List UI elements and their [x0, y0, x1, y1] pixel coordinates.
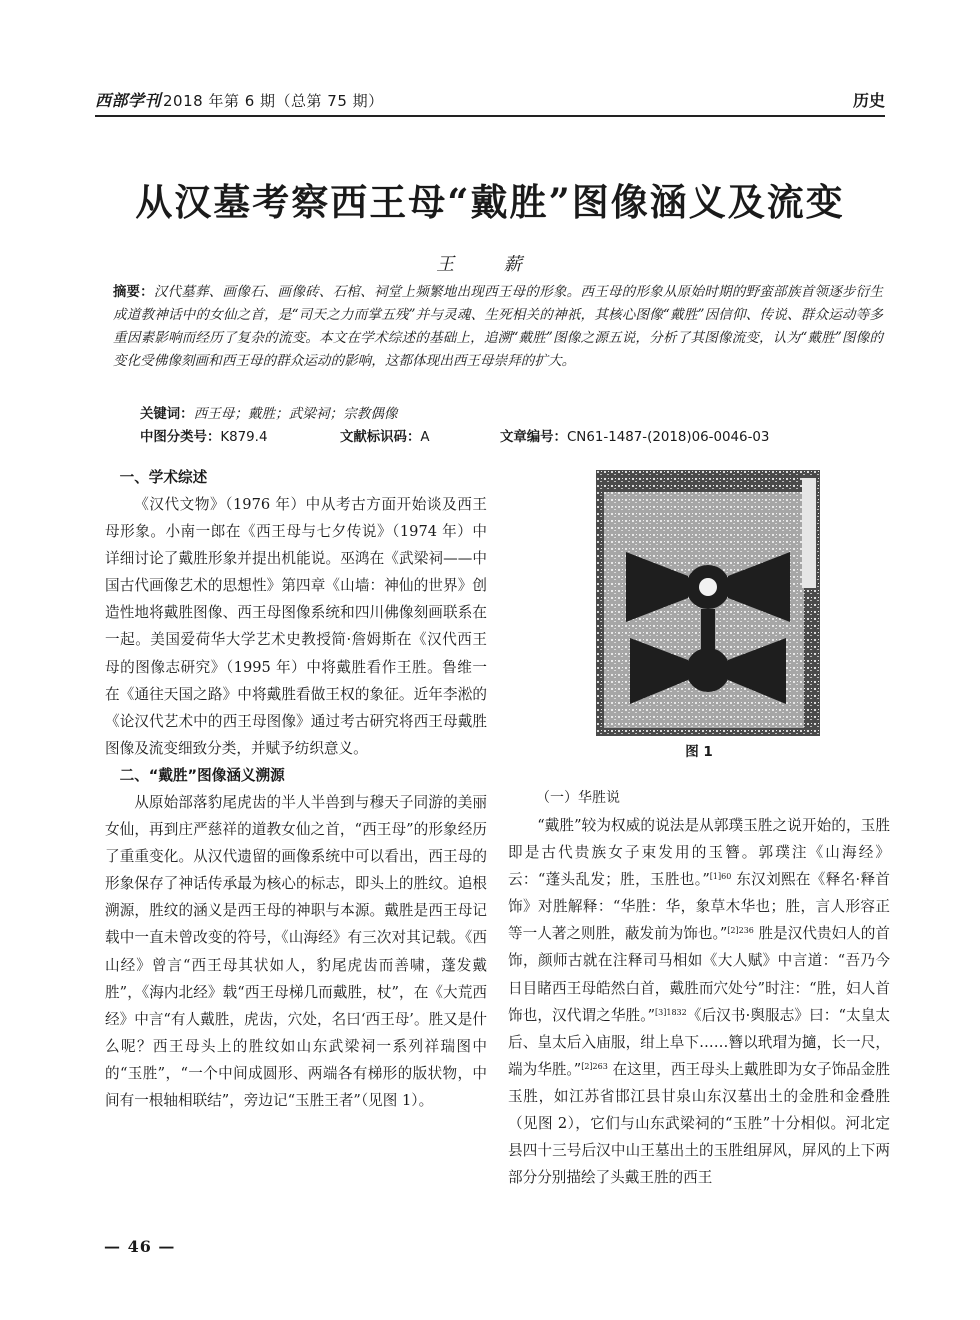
section-heading-2: 二、“戴胜”图像涵义溯源 — [119, 766, 285, 784]
journal-issue: 2018 年第 6 期（总第 75 期） — [163, 92, 384, 110]
doc-value: A — [420, 430, 430, 445]
article-author: 王 薪 — [436, 254, 544, 275]
article-number-value: CN61-1487-(2018)06-0046-03 — [566, 430, 770, 445]
text-run: 东汉刘熙在《释名·释首饰》对胜解释：“华胜：华，象草木华也；胜，言人形容正等一人著之则胜，蔽发前为饰也。” — [508, 871, 890, 943]
text-run: 胜是汉代贵妇人的首饰，颜师古就在注释司马相如《大人赋》中言道：“吾乃今日目睹西王母皓然白首，戴胜而穴处兮”时注：“胜，妇人首饰也，汉代谓之华胜。” — [508, 925, 890, 1024]
document-code — [340, 426, 430, 445]
left-column — [105, 464, 487, 1114]
keywords-text: 西王母；戴胜；武梁祠；宗教偶像 — [193, 406, 398, 422]
abstract-label: 摘要： — [113, 285, 154, 300]
citation-ref: [1]60 — [709, 872, 732, 882]
article-number — [500, 426, 769, 445]
citation-ref: [3]1832 — [655, 1007, 687, 1017]
paragraph — [508, 812, 890, 1191]
clc-number — [140, 426, 267, 445]
abstract — [113, 281, 883, 373]
clc-value: K879.4 — [220, 430, 268, 445]
header-rule — [95, 115, 885, 117]
citation-ref: [2]263 — [581, 1061, 608, 1071]
paragraph: 从原始部落豹尾虎齿的半人半兽到与穆天子同游的美丽女仙，再到庄严慈祥的道教女仙之首，“西王母”的形象经历了重重变化。从汉代遗留的画像系统中可以看出，西王母的形象保存了神话传承最为核心的标志，即头上的胜纹。追根溯源，胜纹的涵义是西王母的神职与本源。戴胜是西王母记载中一直未曾改变的符号，《山海经》有三次对其记载。《西山经》曾言“西王母其状如人，豹尾虎齿而善啸，蓬发戴胜”，《海内北经》载“西王母梯几而戴胜，杖”，在《大荒西经》中言“有人戴胜，虎齿，穴处，名曰‘西王母’。胜又是什么呢？西王母头上的胜纹如山东武梁祠一系列祥瑞图中的“玉胜”，“一个中间成圆形、两端各有梯形的版状物，中间有一根轴相联结”，旁边记“玉胜王者”（见图 1）。 — [105, 793, 487, 1109]
keywords-label: 关键词： — [140, 407, 194, 422]
journal-brand: 西部学刊 — [95, 91, 162, 110]
subsection-heading: （一）华胜说 — [536, 790, 620, 806]
figure-1-caption: 图 1 — [685, 744, 713, 760]
article-title: 从汉墓考察西王母“戴胜”图像涵义及流变 — [135, 180, 845, 224]
section-heading-1: 一、学术综述 — [119, 469, 208, 486]
keywords — [140, 402, 397, 422]
jade-sheng-rubbing — [596, 470, 820, 736]
article-number-label: 文章编号： — [500, 430, 567, 445]
text-run: 《后汉书·舆服志》曰：“太皇太后、皇太后入庙服，绀上阜下……簪以玳瑁为擿，长一尺，端为华胜。” — [508, 1006, 890, 1078]
figure-1-image — [596, 470, 820, 736]
doc-label: 文献标识码： — [340, 430, 421, 445]
journal-info — [95, 88, 384, 111]
paragraph: 《汉代文物》（1976 年）中从考古方面开始谈及西王母形象。小南一郎在《西王母与七夕传说》（1974 年）中详细讨论了戴胜形象并提出机能说。巫鸿在《武梁祠——中国古代画像艺术的思想性》第四章《山墙：神仙的世界》创造性地将戴胜图像、西王母图像系统和四川佛像刻画联系在一起。美国爱荷华大学艺术史教授简·詹姆斯在《汉代西王母的图像志研究》（1995 年）中将戴胜看作王胜。鲁维一在《通往天国之路》中将戴胜看做王权的象征。近年李淞的《论汉代艺术中的西王母图像》通过考古研究将西王母戴胜图像及流变细致分类，并赋予纺织意义。 — [105, 496, 487, 757]
text-run: 在这里，西王母头上戴胜即为女子饰品金胜玉胜，如江苏省邯江县甘泉山东汉墓出土的金胜和金叠胜（见图 2），它们与山东武梁祠的“玉胜”十分相似。河北定县四十三号后汉中山王墓出土的玉胜组屏风，屏风的上下两部分分别描绘了头戴王胜的西王 — [508, 1060, 890, 1187]
running-header — [95, 82, 885, 112]
page-number: — 46 — — [104, 1237, 176, 1256]
clc-label: 中图分类号： — [140, 430, 221, 445]
text-run: “戴胜”较为权威的说法是从郭璞玉胜之说开始的，玉胜即是古代贵族女子束发用的玉簪。郭璞注《山海经》云：“蓬头乱发；胜，玉胜也。” — [508, 817, 890, 889]
citation-ref: [2]236 — [727, 926, 754, 936]
abstract-text: 汉代墓葬、画像石、画像砖、石棺、祠堂上频繁地出现西王母的形象。西王母的形象从原始时期的野蛮部族首领逐步衍生成道教神话中的女仙之首，是“司天之力而掌五残”并与灵魂、生死相关的神祇，其核心图像“戴胜”因信仰、传说、群众运动等多重因素影响而经历了复杂的流变。本文在学术综述的基础上，追溯“戴胜”图像之源五说，分析了其图像流变，认为“戴胜”图像的变化受佛像刻画和西王母的群众运动的影响，这都体现出西王母崇拜的扩大。 — [113, 284, 884, 369]
right-column — [508, 785, 890, 1191]
section-label: 历史 — [852, 91, 885, 110]
